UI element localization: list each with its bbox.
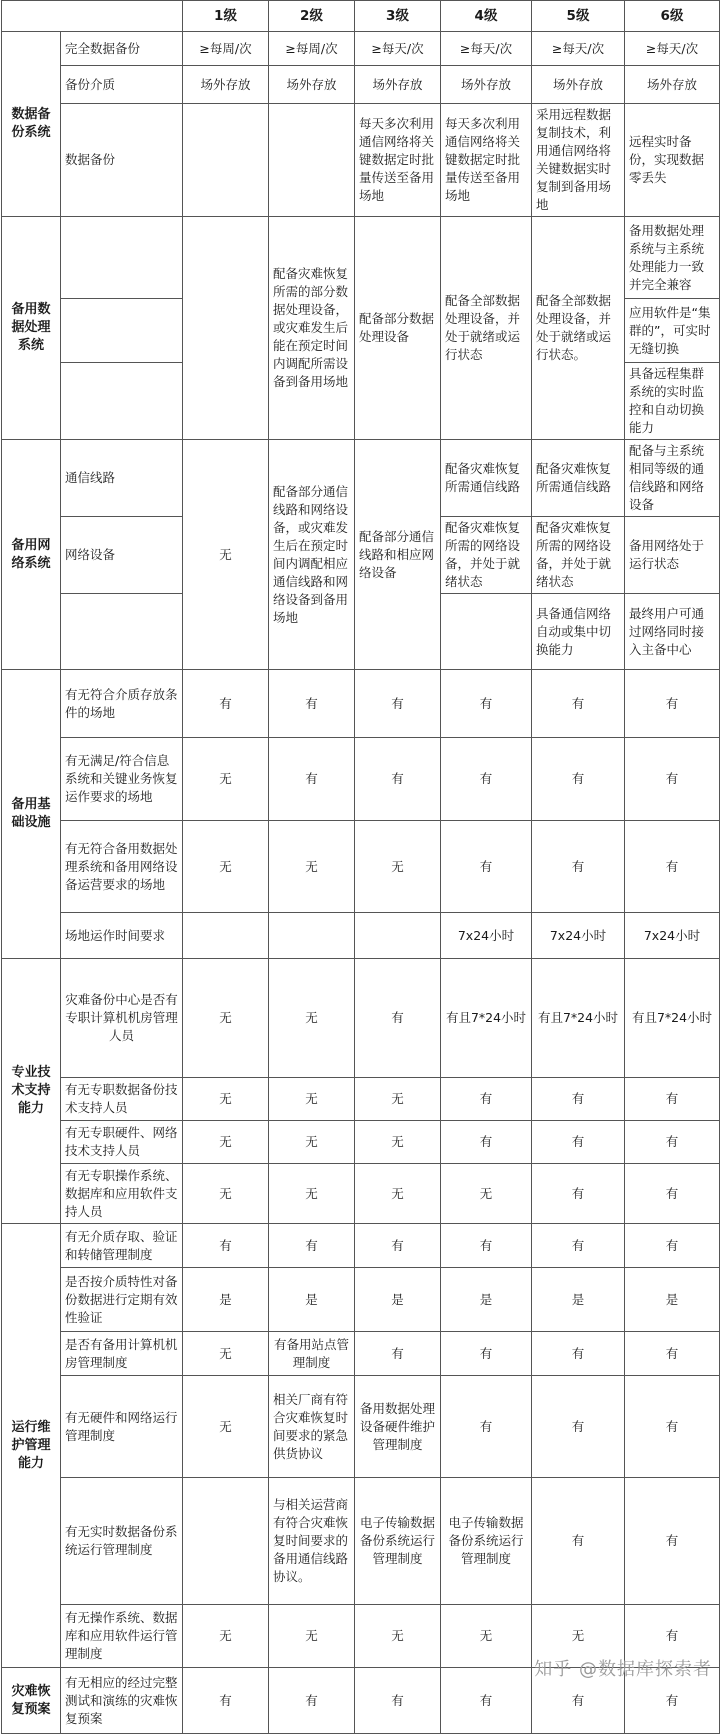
table-row xyxy=(2,670,720,738)
cell: 有 xyxy=(441,1332,532,1376)
row-label: 灾难备份中心是否有专职计算机机房管理人员 xyxy=(61,959,183,1078)
cell: 有 xyxy=(532,1376,625,1478)
cell: 场外存放 xyxy=(183,66,269,104)
row-label xyxy=(61,299,183,363)
cell: 具备远程集群系统的实时监控和自动切换能力 xyxy=(625,363,720,440)
level-header: 4级 xyxy=(441,1,532,32)
table-row xyxy=(2,217,720,299)
cell: 有 xyxy=(183,1224,269,1268)
level-header: 2级 xyxy=(269,1,355,32)
cell: 有且7*24小时 xyxy=(625,959,720,1078)
cell: 有 xyxy=(269,738,355,821)
row-label: 有无相应的经过完整测试和演练的灾难恢复预案 xyxy=(61,1668,183,1734)
cell: 有 xyxy=(625,1668,720,1734)
cell: 有 xyxy=(441,1078,532,1121)
cell: 无 xyxy=(183,1078,269,1121)
cell: 是 xyxy=(183,1268,269,1332)
table-row xyxy=(2,1164,720,1224)
cell xyxy=(183,104,269,217)
row-label: 网络设备 xyxy=(61,517,183,594)
cell xyxy=(269,913,355,959)
table-row xyxy=(2,913,720,959)
level-header: 3级 xyxy=(355,1,441,32)
cell: 有 xyxy=(269,670,355,738)
cell: 有 xyxy=(625,1078,720,1121)
row-label: 数据备份 xyxy=(61,104,183,217)
cell: 有 xyxy=(269,1668,355,1734)
cell: 无 xyxy=(269,821,355,913)
cell: 是 xyxy=(355,1268,441,1332)
watermark: 知乎 @数据库探索者 xyxy=(534,1659,712,1680)
cell: 有 xyxy=(355,1332,441,1376)
cell: 备用数据处理设备硬件维护管理制度 xyxy=(355,1376,441,1478)
cell: 有备用站点管理制度 xyxy=(269,1332,355,1376)
cell: ≥每天/次 xyxy=(625,32,720,66)
table-row xyxy=(2,104,720,217)
header-row xyxy=(2,1,720,32)
cell: 无 xyxy=(183,1164,269,1224)
cell: 7x24小时 xyxy=(532,913,625,959)
cell: 有 xyxy=(625,1605,720,1668)
cell: 有 xyxy=(532,821,625,913)
cell: 有 xyxy=(183,670,269,738)
cell: 场外存放 xyxy=(532,66,625,104)
cell: 有 xyxy=(532,1121,625,1164)
cell: 场外存放 xyxy=(441,66,532,104)
cell: 配备灾难恢复所需的部分数据处理设备，或灾难发生后能在预定时间内调配所需设备到备用场地 xyxy=(269,217,355,440)
table-row xyxy=(2,1121,720,1164)
cell: 场外存放 xyxy=(625,66,720,104)
row-label xyxy=(61,217,183,299)
row-label: 场地运作时间要求 xyxy=(61,913,183,959)
cell: 每天多次利用通信网络将关键数据定时批量传送至备用场地 xyxy=(441,104,532,217)
cell: 无 xyxy=(183,440,269,670)
row-label: 完全数据备份 xyxy=(61,32,183,66)
cell: 有且7*24小时 xyxy=(441,959,532,1078)
cell: 有 xyxy=(183,1668,269,1734)
table-row xyxy=(2,66,720,104)
cell: 7x24小时 xyxy=(441,913,532,959)
cell: 无 xyxy=(269,1164,355,1224)
cell: 有 xyxy=(532,738,625,821)
cell: 采用远程数据复制技术，利用通信网络将关键数据实时复制到备用场地 xyxy=(532,104,625,217)
cell: 有 xyxy=(355,670,441,738)
row-label: 通信线路 xyxy=(61,440,183,517)
cell: 配备全部数据处理设备，并处于就绪或运行状态。 xyxy=(532,217,625,440)
cell: 无 xyxy=(355,1121,441,1164)
cell: 备用数据处理系统与主系统处理能力一致并完全兼容 xyxy=(625,217,720,299)
cell: 有且7*24小时 xyxy=(532,959,625,1078)
cell: 配备与主系统相同等级的通信线路和网络设备 xyxy=(625,440,720,517)
cell: 有 xyxy=(625,1332,720,1376)
cell: 有 xyxy=(532,1478,625,1605)
row-label: 有无硬件和网络运行管理制度 xyxy=(61,1376,183,1478)
cell: 有 xyxy=(355,959,441,1078)
cell: 有 xyxy=(625,738,720,821)
cell: 有 xyxy=(625,1164,720,1224)
cell: 无 xyxy=(269,1078,355,1121)
cell: 配备灾难恢复所需的网络设备，并处于就绪状态 xyxy=(441,517,532,594)
row-label: 是否按介质特性对备份数据进行定期有效性验证 xyxy=(61,1268,183,1332)
cell: 远程实时备份，实现数据零丢失 xyxy=(625,104,720,217)
row-label: 备份介质 xyxy=(61,66,183,104)
cell: 有 xyxy=(441,1376,532,1478)
cell: 有 xyxy=(441,738,532,821)
cell: 无 xyxy=(269,959,355,1078)
cell: 无 xyxy=(183,959,269,1078)
cell: 具备通信网络自动或集中切换能力 xyxy=(532,594,625,670)
cell: 配备灾难恢复所需通信线路 xyxy=(532,440,625,517)
cell: 无 xyxy=(355,1605,441,1668)
category-network: 备用网络系统 xyxy=(2,440,61,670)
row-label: 有无专职操作系统、数据库和应用软件支持人员 xyxy=(61,1164,183,1224)
table-row xyxy=(2,821,720,913)
table-row xyxy=(2,1078,720,1121)
table-row xyxy=(2,1478,720,1605)
cell: ≥每周/次 xyxy=(269,32,355,66)
cell: 无 xyxy=(355,1078,441,1121)
cell: 无 xyxy=(183,1605,269,1668)
row-label xyxy=(61,594,183,670)
cell: 与相关运营商有符合灾难恢复时间要求的备用通信线路协议。 xyxy=(269,1478,355,1605)
cell: 有 xyxy=(625,1376,720,1478)
cell: 配备灾难恢复所需通信线路 xyxy=(441,440,532,517)
level-header: 1级 xyxy=(183,1,269,32)
cell: 配备全部数据处理设备，并处于就绪或运行状态 xyxy=(441,217,532,440)
cell: 场外存放 xyxy=(269,66,355,104)
cell: 有 xyxy=(532,1332,625,1376)
table-row xyxy=(2,32,720,66)
cell: 有 xyxy=(532,1224,625,1268)
cell xyxy=(183,217,269,440)
cell xyxy=(183,1478,269,1605)
cell: 无 xyxy=(441,1164,532,1224)
row-label: 有无实时数据备份系统运行管理制度 xyxy=(61,1478,183,1605)
cell: 有 xyxy=(441,1668,532,1734)
cell: 有 xyxy=(441,821,532,913)
cell: 有 xyxy=(441,1224,532,1268)
cell xyxy=(441,594,532,670)
level-header: 5级 xyxy=(532,1,625,32)
cell: 7x24小时 xyxy=(625,913,720,959)
row-label: 有无专职数据备份技术支持人员 xyxy=(61,1078,183,1121)
cell xyxy=(183,913,269,959)
table-row xyxy=(2,738,720,821)
cell: 有 xyxy=(441,1121,532,1164)
cell: 有 xyxy=(625,1478,720,1605)
cell: 备用网络处于运行状态 xyxy=(625,517,720,594)
cell: 有 xyxy=(532,1078,625,1121)
cell: 无 xyxy=(355,821,441,913)
cell: 是 xyxy=(269,1268,355,1332)
table-row xyxy=(2,959,720,1078)
cell: 应用软件是“集群的”，可实时无缝切换 xyxy=(625,299,720,363)
cell xyxy=(355,913,441,959)
header-corner xyxy=(2,1,183,32)
row-label: 有无符合介质存放条件的场地 xyxy=(61,670,183,738)
cell: 无 xyxy=(355,1164,441,1224)
cell xyxy=(269,104,355,217)
cell: 是 xyxy=(532,1268,625,1332)
cell: 有 xyxy=(441,670,532,738)
cell: 每天多次利用通信网络将关键数据定时批量传送至备用场地 xyxy=(355,104,441,217)
cell: 无 xyxy=(269,1121,355,1164)
category-processing: 备用数据处理系统 xyxy=(2,217,61,440)
row-label: 是否有备用计算机机房管理制度 xyxy=(61,1332,183,1376)
table-row xyxy=(2,440,720,517)
cell: 无 xyxy=(183,738,269,821)
row-label: 有无操作系统、数据库和应用软件运行管理制度 xyxy=(61,1605,183,1668)
cell: 无 xyxy=(183,1332,269,1376)
cell: 有 xyxy=(355,738,441,821)
table-row xyxy=(2,1224,720,1268)
cell: 有 xyxy=(625,1121,720,1164)
row-label: 有无符合备用数据处理系统和备用网络设备运营要求的场地 xyxy=(61,821,183,913)
category-facility: 备用基础设施 xyxy=(2,670,61,959)
cell: 电子传输数据备份系统运行管理制度 xyxy=(355,1478,441,1605)
cell: 无 xyxy=(269,1605,355,1668)
cell: 无 xyxy=(183,821,269,913)
table-row xyxy=(2,1268,720,1332)
cell: 有 xyxy=(625,821,720,913)
cell: 配备部分数据处理设备 xyxy=(355,217,441,440)
level-header: 6级 xyxy=(625,1,720,32)
cell: 是 xyxy=(625,1268,720,1332)
cell: ≥每天/次 xyxy=(355,32,441,66)
cell: 配备部分通信线路和网络设备，或灾难发生后在预定时间内调配相应通信线路和网络设备到备用场地 xyxy=(269,440,355,670)
cell: 有 xyxy=(355,1224,441,1268)
category-backup: 数据备份系统 xyxy=(2,32,61,217)
dr-capability-table xyxy=(1,0,720,1734)
cell: 配备部分通信线路和相应网络设备 xyxy=(355,440,441,670)
cell: 无 xyxy=(441,1605,532,1668)
cell: 有 xyxy=(625,1224,720,1268)
cell: ≥每天/次 xyxy=(441,32,532,66)
category-plan: 灾难恢复预案 xyxy=(2,1668,61,1734)
cell: 场外存放 xyxy=(355,66,441,104)
cell: 最终用户可通过网络同时接入主备中心 xyxy=(625,594,720,670)
row-label: 有无专职硬件、网络技术支持人员 xyxy=(61,1121,183,1164)
table-row xyxy=(2,1332,720,1376)
cell: 有 xyxy=(532,670,625,738)
cell: 是 xyxy=(441,1268,532,1332)
category-ops: 运行维护管理能力 xyxy=(2,1224,61,1668)
cell: 无 xyxy=(532,1605,625,1668)
cell: 相关厂商有符合灾难恢复时间要求的紧急供货协议 xyxy=(269,1376,355,1478)
cell: ≥每天/次 xyxy=(532,32,625,66)
category-tech: 专业技术支持能力 xyxy=(2,959,61,1224)
cell: 有 xyxy=(355,1668,441,1734)
row-label: 有无满足/符合信息系统和关键业务恢复运作要求的场地 xyxy=(61,738,183,821)
cell: 无 xyxy=(183,1121,269,1164)
cell: 有 xyxy=(625,670,720,738)
row-label: 有无介质存取、验证和转储管理制度 xyxy=(61,1224,183,1268)
cell: 有 xyxy=(269,1224,355,1268)
row-label xyxy=(61,363,183,440)
table-row xyxy=(2,1376,720,1478)
cell: 电子传输数据备份系统运行管理制度 xyxy=(441,1478,532,1605)
cell: 有 xyxy=(532,1668,625,1734)
cell: 配备灾难恢复所需的网络设备，并处于就绪状态 xyxy=(532,517,625,594)
cell: 无 xyxy=(183,1376,269,1478)
cell: 有 xyxy=(532,1164,625,1224)
cell: ≥每周/次 xyxy=(183,32,269,66)
